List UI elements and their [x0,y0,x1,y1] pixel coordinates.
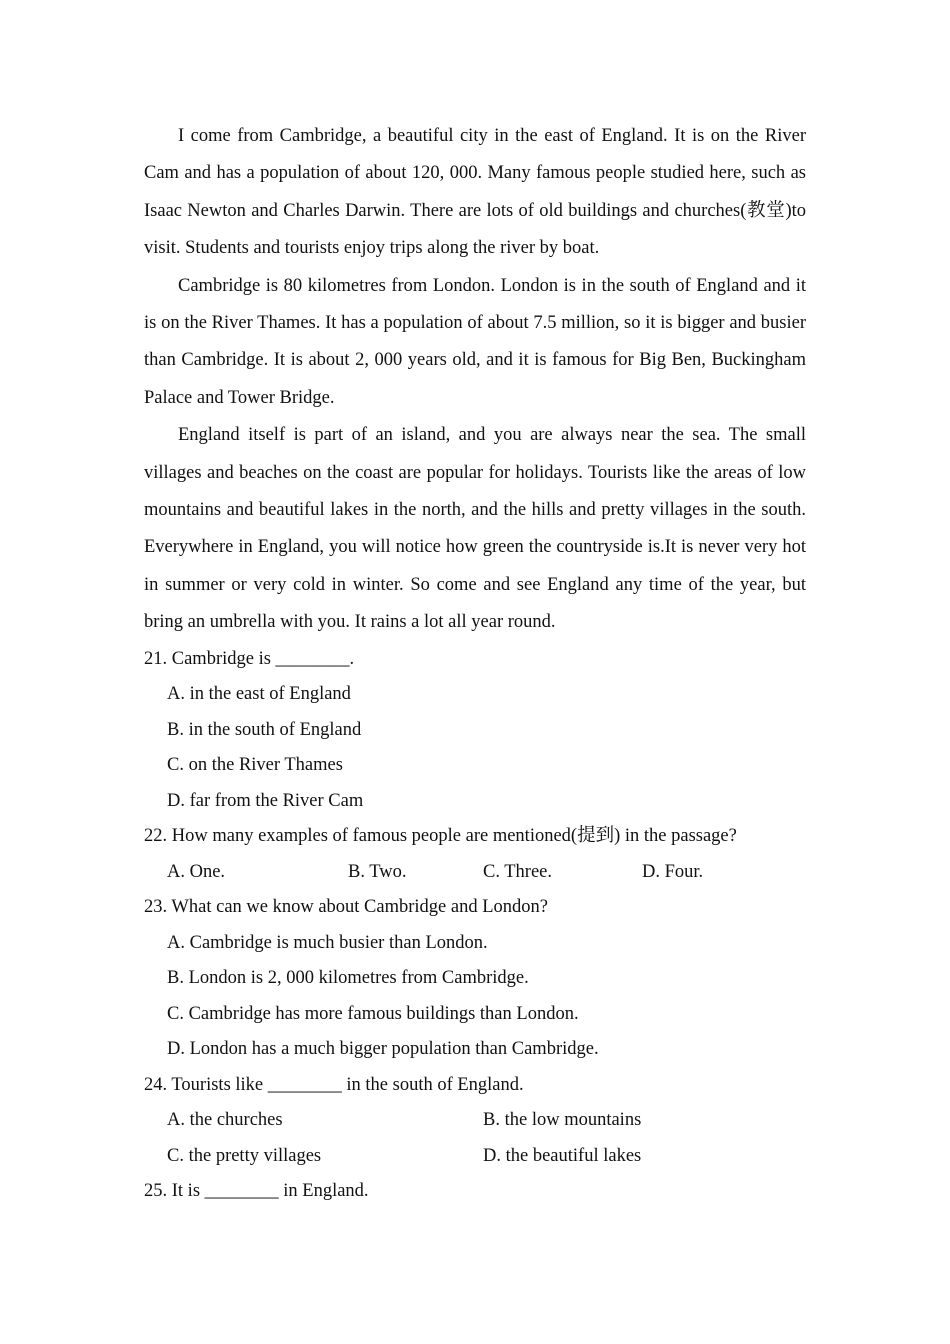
question-22-option-b: B. Two. [348,861,407,882]
question-24-option-c: C. the pretty villages [167,1145,322,1166]
question-21-stem: 21. Cambridge is ________. [144,648,355,669]
question-24-option-d: D. the beautiful lakes [483,1145,642,1166]
question-24-option-b: B. the low mountains [483,1110,642,1131]
question-25 [144,1174,806,1210]
question-21-option-a: A. in the east of England [167,684,351,705]
document-page [144,118,806,1210]
question-23-option-b: B. London is 2, 000 kilometres from Cambridge. [167,968,529,989]
question-22-option-d: D. Four. [642,861,704,882]
question-23-option-d: D. London has a much bigger population than Cambridge. [167,1039,599,1060]
question-21 [144,642,806,820]
question-21-option-c: C. on the River Thames [167,755,343,776]
question-24-options-row-1 [144,1103,806,1139]
question-21-option-d: D. far from the River Cam [167,790,364,811]
question-24-options-row-2 [144,1139,806,1175]
question-22-stem: 22. How many examples of famous people are mentioned(提到) in the passage? [144,826,737,847]
question-21-option-b: B. in the south of England [167,719,362,740]
question-23 [144,890,806,1068]
question-23-option-c: C. Cambridge has more famous buildings than London. [167,1003,579,1024]
question-24-stem: 24. Tourists like ________ in the south of England. [144,1074,524,1095]
passage-paragraph-1: I come from Cambridge, a beautiful city in the east of England. It is on the River Cam and has a population of about 120, 000. Many famous people studied here, such as Isaac Newton and Charles Darwin. There are lots of old buildings and churches(教堂)to visit. Students and tourists enjoy trips along the river by boat. [144,126,806,259]
question-23-option-a: A. Cambridge is much busier than London. [167,932,488,953]
question-22-option-a: A. One. [167,861,226,882]
passage-paragraph-3: England itself is part of an island, and you are always near the sea. The small villages and beaches on the coast are popular for holidays. Tourists like the areas of low mountains and beautiful lakes in the north, and the hills and pretty villages in the south. Everywhere in England, you will notice how green the countryside is.It is never very hot in summer or very cold in winter. So come and see England any time of the year, but bring an umbrella with you. It rains a lot all year round. [144,425,806,633]
question-25-stem: 25. It is ________ in England. [144,1181,369,1202]
question-24-option-a: A. the churches [167,1110,283,1131]
question-23-stem: 23. What can we know about Cambridge and London? [144,897,548,918]
question-22 [144,819,806,890]
question-22-options [144,855,806,891]
question-24 [144,1068,806,1175]
question-22-option-c: C. Three. [483,861,553,882]
passage-paragraph-2: Cambridge is 80 kilometres from London. London is in the south of England and it is on the River Thames. It has a population of about 7.5 million, so it is bigger and busier than Cambridge. It is about 2, 000 years old, and it is famous for Big Ben, Buckingham Palace and Tower Bridge. [144,275,806,408]
